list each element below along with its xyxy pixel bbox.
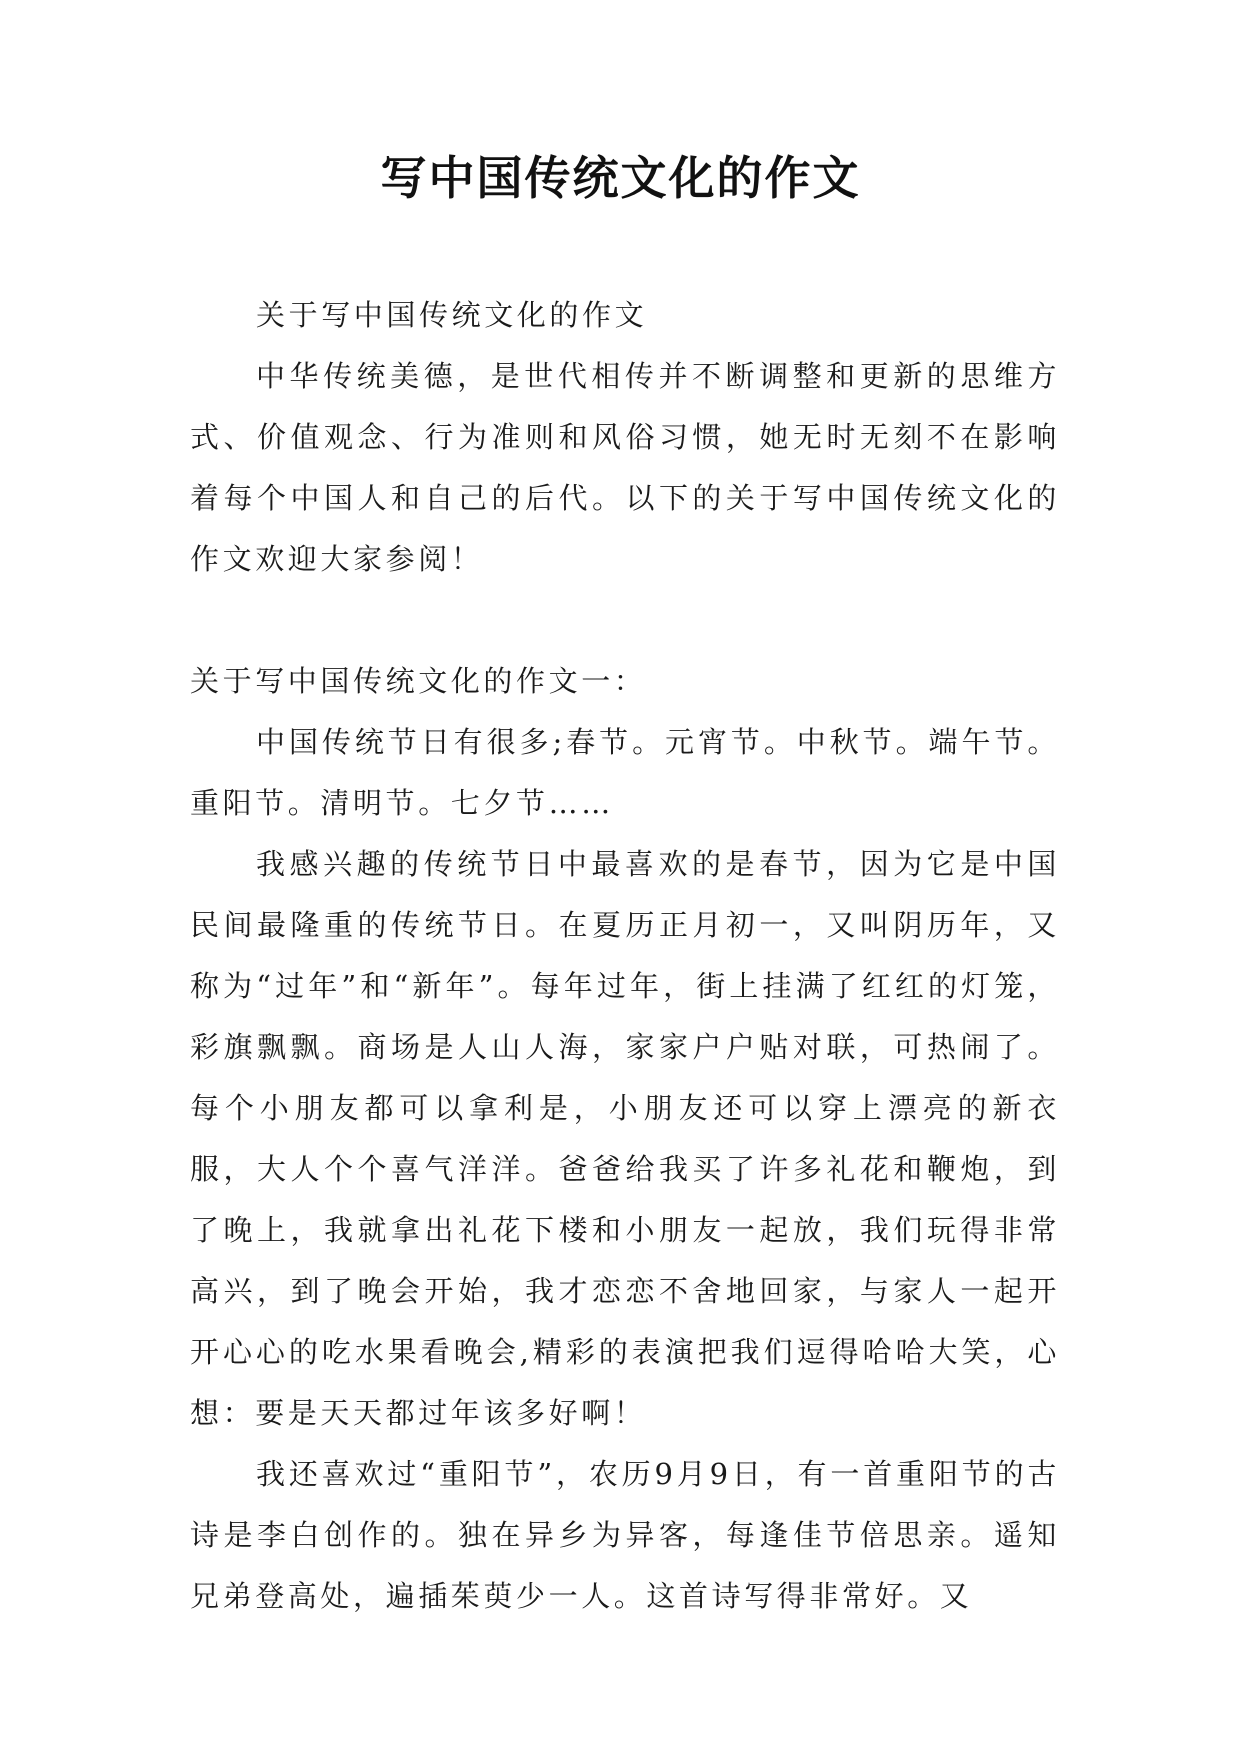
- document-title: 写中国传统文化的作文: [380, 151, 861, 205]
- festival-list-paragraph: 中国传统节日有很多;春节。元宵节。中秋节。端午节。重阳节。清明节。七夕节……: [190, 725, 1060, 820]
- document-body: [190, 285, 1060, 1627]
- double-ninth-paragraph: 我还喜欢过“重阳节”，农历9月9日，有一首重阳节的古诗是李白创作的。独在异乡为异客，每逢佳节倍思亲。遥知兄弟登高处，遍插茱萸少一人。这首诗写得非常好。又: [190, 1457, 1060, 1613]
- intro-paragraph: 中华传统美德，是世代相传并不断调整和更新的思维方式、价值观念、行为准则和风俗习惯，她无时无刻不在影响着每个中国人和自己的后代。以下的关于写中国传统文化的作文欢迎大家参阅！: [190, 359, 1060, 576]
- essay-subtitle: 关于写中国传统文化的作文: [256, 298, 648, 332]
- section-heading-essay-one: 关于写中国传统文化的作文一：: [190, 664, 647, 698]
- spring-festival-paragraph: 我感兴趣的传统节日中最喜欢的是春节，因为它是中国民间最隆重的传统节日。在夏历正月初一，又叫阴历年，又称为“过年”和“新年”。每年过年，街上挂满了红红的灯笼，彩旗飘飘。商场是人山人海，家家户户贴对联，可热闹了。每个小朋友都可以拿利是，小朋友还可以穿上漂亮的新衣服，大人个个喜气洋洋。爸爸给我买了许多礼花和鞭炮，到了晚上，我就拿出礼花下楼和小朋友一起放，我们玩得非常高兴，到了晚会开始，我才恋恋不舍地回家，与家人一起开开心心的吃水果看晚会,精彩的表演把我们逗得哈哈大笑，心想：要是天天都过年该多好啊！: [190, 847, 1060, 1430]
